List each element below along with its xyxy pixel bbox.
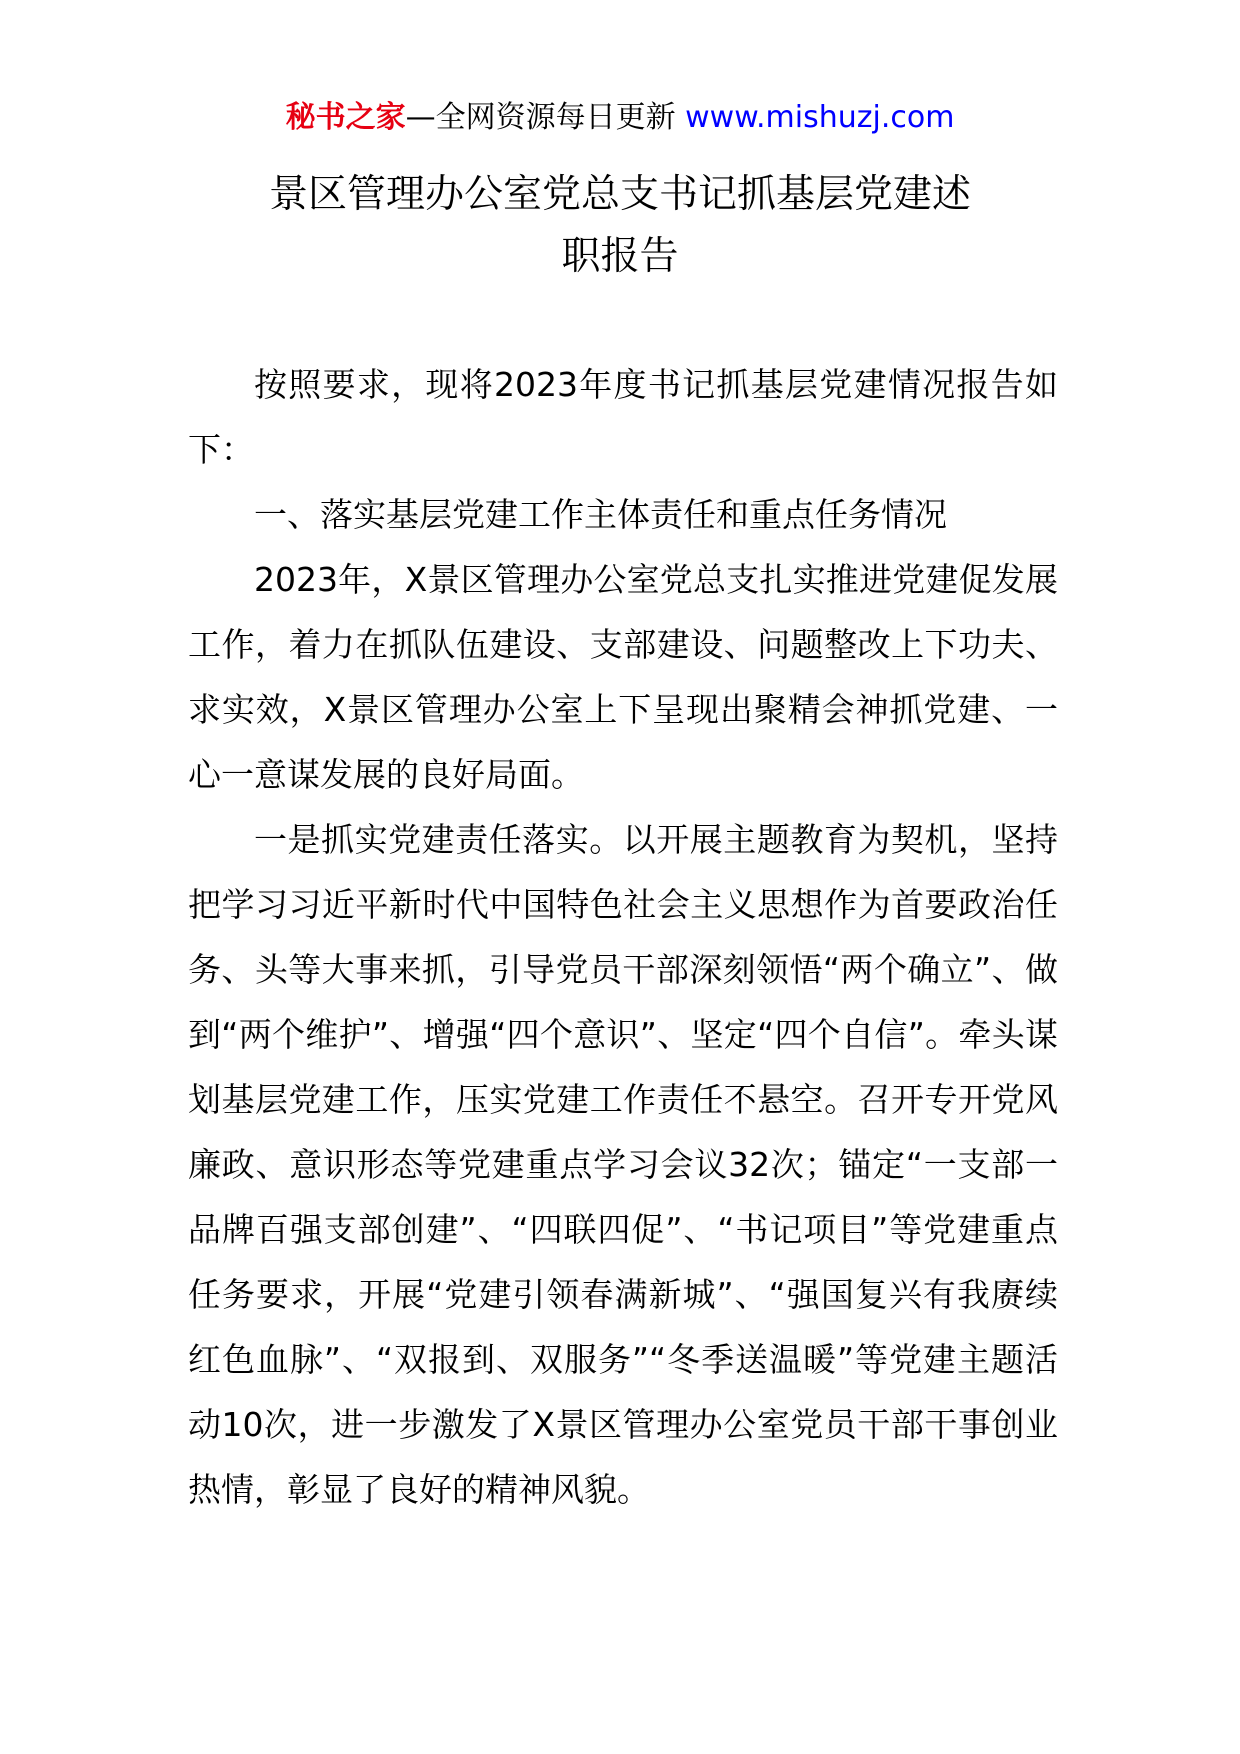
brand-url-link[interactable]: www.mishuzj.com [685,100,955,135]
brand-name: 秘书之家 [285,100,406,135]
section-heading: 一、落实基层党建工作主体责任和重点任务情况 [254,495,947,534]
title-line-1: 景区管理办公室党总支书记抓基层党建述 [268,172,971,217]
body-paragraph: 一是抓实党建责任落实。以开展主题教育为契机，坚持把学习习近平新时代中国特色社会主义思想作为首要政治任务、头等大事来抓，引导党员干部深刻领悟“两个确立”、做到“两个维护”、增强“四个意识”、坚定“四个自信”。牵头谋划基层党建工作，压实党建工作责任不悬空。召开专开党风廉政、意识形态等党建重点学习会议32次；锚定“一支部一品牌百强支部创建”、“四联四促”、“书记项目”等党建重点任务要求，开展“党建引领春满新城”、“强国复兴有我赓续红色血脉”、“双报到、双服务”“冬季送温暖”等党建主题活动10次，进一步激发了X景区管理办公室党员干部干事创业热情，彰显了良好的精神风貌。 [188,820,1058,1509]
source-banner [0,98,1240,138]
brand-tagline: —全网资源每日更新 [405,100,686,135]
body-paragraph: 2023年，X景区管理办公室党总支扎实推进党建促发展工作，着力在抓队伍建设、支部建设、问题整改上下功夫、求实效，X景区管理办公室上下呈现出聚精会神抓党建、一心一意谋发展的良好局面。 [188,560,1058,794]
intro-paragraph: 按照要求，现将2023年度书记抓基层党建情况报告如下： [188,365,1058,469]
document-title [0,164,1240,288]
document-body [188,352,1058,1522]
title-line-2: 职报告 [561,234,679,279]
